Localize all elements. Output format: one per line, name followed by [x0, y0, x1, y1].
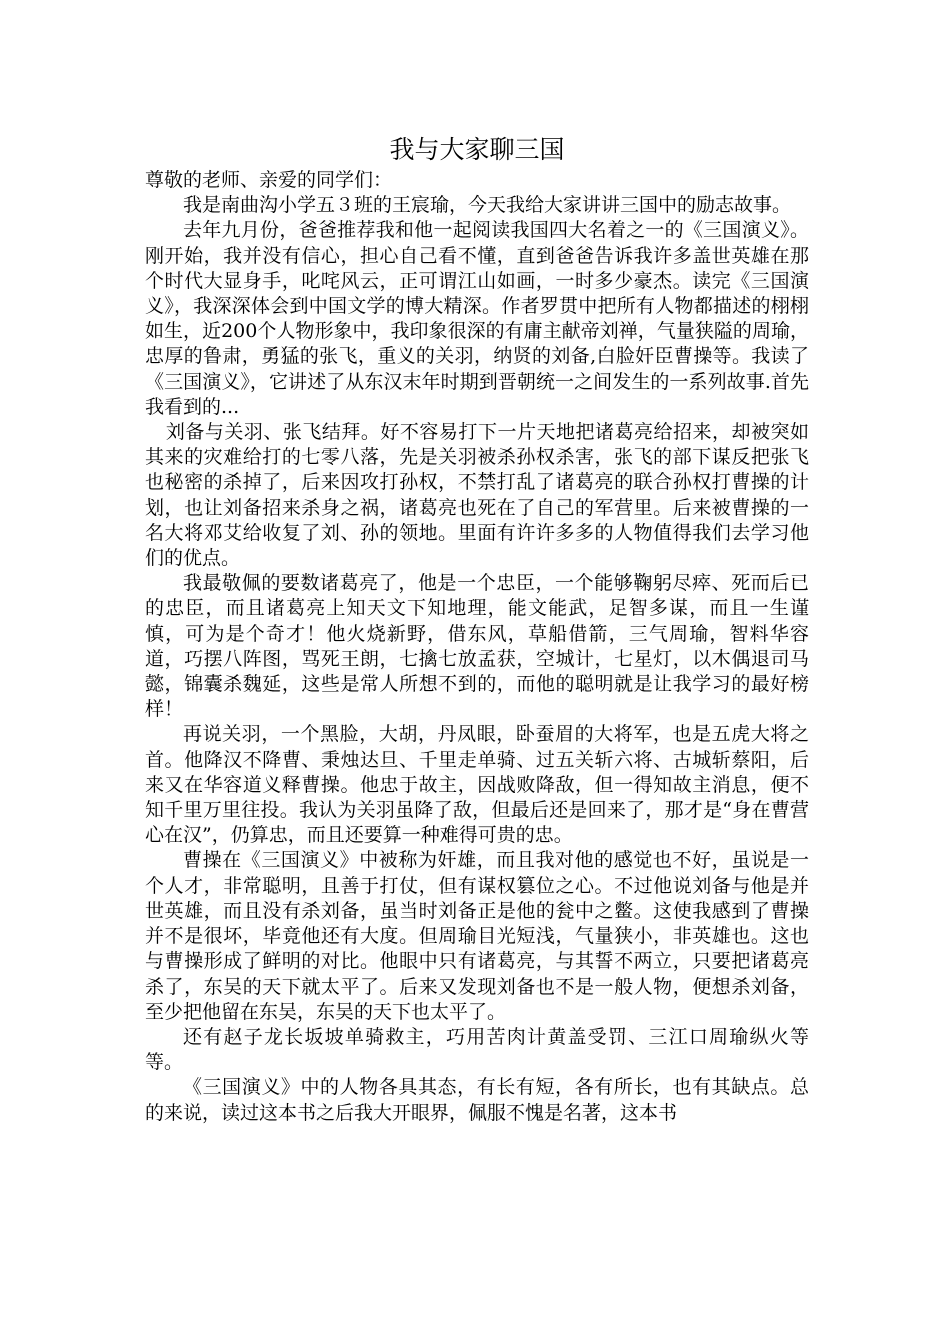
- paragraph-intro: 我是南曲沟小学五３班的王宸瑜，今天我给大家讲讲三国中的励志故事。: [183, 194, 792, 217]
- paragraph-guan-yu: 再说关羽，一个黑脸，大胡，丹凤眼，卧蚕眉的大将军，也是五虎大将之首。他降汉不降曹、秉烛达旦、千里走单骑、过五关斩六将、古城斩蔡阳，后来又在华容道义释曹操。他忠于故主，因战败降敌，但一得知故主消息，便不知千里万里往投。我认为关羽虽降了敌，但最后还是回来了，那才是“身在曹营心在汉”，仍算忠，而且还要算一种难得可贵的忠。: [145, 723, 809, 847]
- document-page: [145, 132, 809, 1332]
- paragraph-cao-cao: 曹操在《三国演义》中被称为奸雄，而且我对他的感觉也不好，虽说是一个人才，非常聪明，且善于打仗，但有谋权篡位之心。不过他说刘备与他是并世英雄，而且没有杀刘备，虽当时刘备正是他的瓮中之鳖。这使我感到了曹操并不是很坏，毕竟他还有大度。但周瑜目光短浅，气量狭小，非英雄也。这也与曹操形成了鲜明的对比。他眼中只有诸葛亮，与其誓不两立，只要把诸葛亮杀了，东吴的天下就太平了。后来又发现刘备也不是一般人物，便想杀刘备，至少把他留在东吴，东吴的天下也太平了。: [145, 849, 809, 1023]
- salutation: 尊敬的老师、亲爱的同学们：: [145, 169, 393, 191]
- paragraph-zhuge-liang: 我最敬佩的要数诸葛亮了，他是一个忠臣，一个能够鞠躬尽瘁、死而后已的忠臣，而且诸葛亮上知天文下知地理，能文能武，足智多谋，而且一生谨慎，可为是个奇才！他火烧新野，借东风，草船借箭，三气周瑜，智料华容道，巧摆八阵图，骂死王朗，七擒七放孟获，空城计，七星灯，以木偶退司马懿，锦囊杀魏延，这些是常人所想不到的，而他的聪明就是让我学习的最好榜样！: [145, 572, 809, 721]
- paragraph-liu-bei: 刘备与关羽、张飞结拜。好不容易打下一片天地把诸葛亮给招来，却被突如其来的灾难给打的七零八落，先是关羽被杀孙权杀害，张飞的部下谋反把张飞也秘密的杀掉了，后来因攻打孙权，不禁打乱了诸葛亮的联合孙权打曹操的计划，也让刘备招来杀身之祸，诸葛亮也死在了自己的军营里。后来被曹操的一名大将邓艾给收复了刘、孙的领地。里面有许许多多的人物值得我们去学习他们的优点。: [145, 421, 809, 570]
- paragraph-zhao-zilong: 还有赵子龙长坂坡单骑救主，巧用苦肉计黄盖受罚、三江口周瑜纵火等等。: [145, 1025, 809, 1074]
- paragraph-reading-experience: 去年九月份，爸爸推荐我和他一起阅读我国四大名着之一的《三国演义》。刚开始，我并没有信心，担心自己看不懂，直到爸爸告诉我许多盖世英雄在那个时代大显身手，叱咤风云，正可谓江山如画，一时多少豪杰。读完《三国演义》，我深深体会到中国文学的博大精深。作者罗贯中把所有人物都描述的栩栩如生，近200个人物形象中，我印象很深的有庸主献帝刘禅，气量狭隘的周瑜，忠厚的鲁肃，勇猛的张飞，重义的关羽，纳贤的刘备,白脸奸臣曹操等。我读了《三国演义》，它讲述了从东汉末年时期到晋朝统一之间发生的一系列故事.首先我看到的...: [145, 219, 809, 418]
- document-title: 我与大家聊三国: [389, 135, 565, 164]
- paragraph-conclusion: 《三国演义》中的人物各具其态，有长有短，各有所长，也有其缺点。总的来说，读过这本书之后我大开眼界，佩服不愧是名著，这本书: [145, 1076, 809, 1124]
